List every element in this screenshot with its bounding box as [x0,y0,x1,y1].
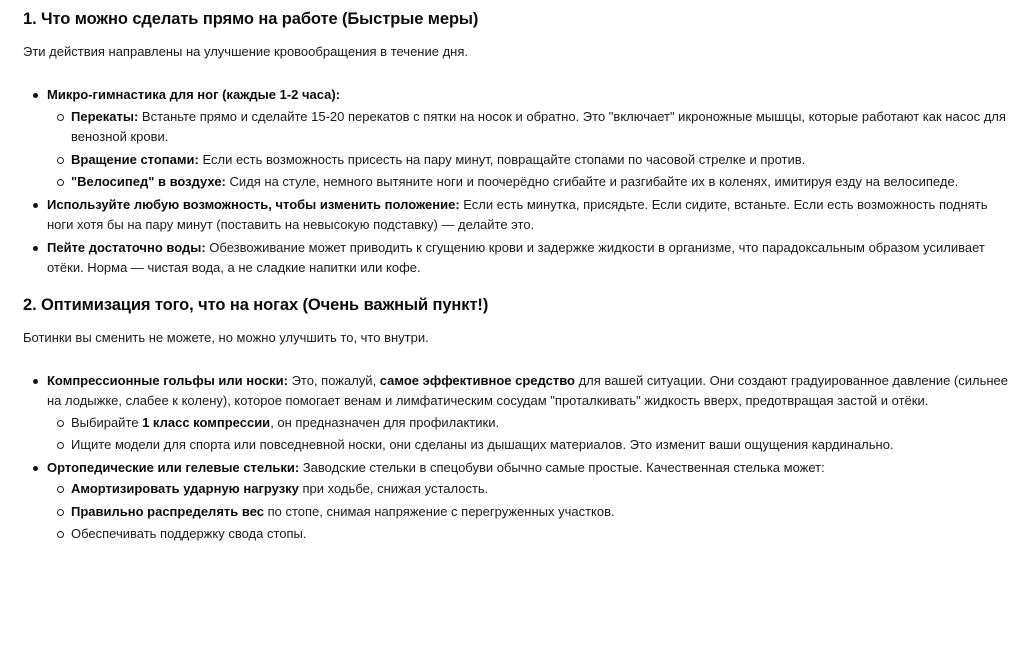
section-2-heading: 2. Оптимизация того, что на ногах (Очень важный пункт!) [23,295,489,314]
sub-list-compression [47,413,1011,456]
sub-list-exercises [47,107,1011,193]
list-item-bold: Компрессионные гольфы или носки: [47,372,288,388]
sub-item-bold: Вращение стопами: [71,151,199,167]
sub-item-bold: Правильно распределять вес [71,503,264,519]
list-item-drink-water [47,238,1011,279]
list-item-text: Обезвоживание может приводить к сгущению крови и задержке жидкости в организме, что парадоксальным образом усиливает отёки. Норма — чистая вода, а не сладкие напитки или кофе. [47,239,985,275]
section-1-list [23,85,1011,279]
section-2-intro: Ботинки вы сменить не можете, но можно улучшить то, что внутри. [23,329,429,345]
sub-item-bold: 1 класс компрессии [142,414,271,430]
sub-item-rolls [71,107,1011,148]
list-item-text: Заводские стельки в спецобуви обычно самые простые. Качественная стелька может: [299,459,825,475]
sub-item-arch-support [71,524,1011,545]
sub-item-text: Сидя на стуле, немного вытяните ноги и поочерёдно сгибайте и разгибайте их в коленях, имитируя езду на велосипеде. [225,174,959,189]
sub-item-cushioning [71,479,1011,500]
list-item-bold: Ортопедические или гелевые стельки: [47,459,300,475]
list-item-bold: Пейте достаточно воды: [47,239,206,255]
sub-item-text: Если есть возможность присесть на пару минут, повращайте стопами по часовой стрелке и против. [198,151,806,167]
section-2-list [23,371,1011,545]
sub-item-bicycle [71,172,1011,193]
sub-item-bold: Перекаты: [71,108,139,124]
list-item-bold: Используйте любую возможность, чтобы изменить положение: [47,196,460,212]
sub-item-text: Обеспечивать поддержку свода стопы. [71,526,307,541]
list-item-micro-gymnastics [47,85,1011,193]
sub-list-insoles [47,479,1011,545]
sub-item-text: Встаньте прямо и сделайте 15-20 перекатов с пятки на носок и обратно. Это "включает" икроножные мышцы, которые работают как насос для венозной крови. [71,108,1006,144]
sub-item-weight [71,502,1011,523]
list-item-bold: Микро-гимнастика для ног (каждые 1-2 часа): [47,87,341,102]
list-item-insoles [47,458,1011,545]
sub-item-bold: "Велосипед" в воздухе: [71,174,226,189]
sub-item-text: при ходьбе, снижая усталость. [298,481,489,496]
sub-item-text: Выбирайте [71,414,143,430]
sub-item-class [71,413,1011,434]
sub-item-text: , он предназначен для профилактики. [270,414,500,430]
sub-item-models [71,435,1011,456]
list-item-text: Это, пожалуй, [287,372,380,388]
list-item-text: Если есть минутка, присядьте. Если сидите, встаньте. Если есть возможность поднять ноги хотя бы на пару минут (поставить на невысокую подставку) — делайте это. [47,196,988,232]
section-1-heading: 1. Что можно сделать прямо на работе (Быстрые меры) [23,10,479,28]
list-item-text: для вашей ситуации. Они создают градуированное давление (сильнее на лодыжке, слабее к колену), которое помогает венам и лимфатическим сосудам "проталкивать" жидкость вверх, предотвращая застой и отёки. [47,372,1009,408]
list-item-compression [47,371,1011,456]
list-item-change-position [47,195,1011,236]
sub-item-foot-rotation [71,150,1011,171]
list-item-emphasis: самое эффективное средство [379,372,575,388]
section-1-intro: Эти действия направлены на улучшение кровообращения в течение дня. [23,44,468,59]
sub-item-text: Ищите модели для спорта или повседневной носки, они сделаны из дышащих материалов. Это изменит ваши ощущения кардинально. [71,437,894,452]
sub-item-bold: Амортизировать ударную нагрузку [71,481,299,496]
sub-item-text: по стопе, снимая напряжение с перегруженных участков. [263,503,615,519]
